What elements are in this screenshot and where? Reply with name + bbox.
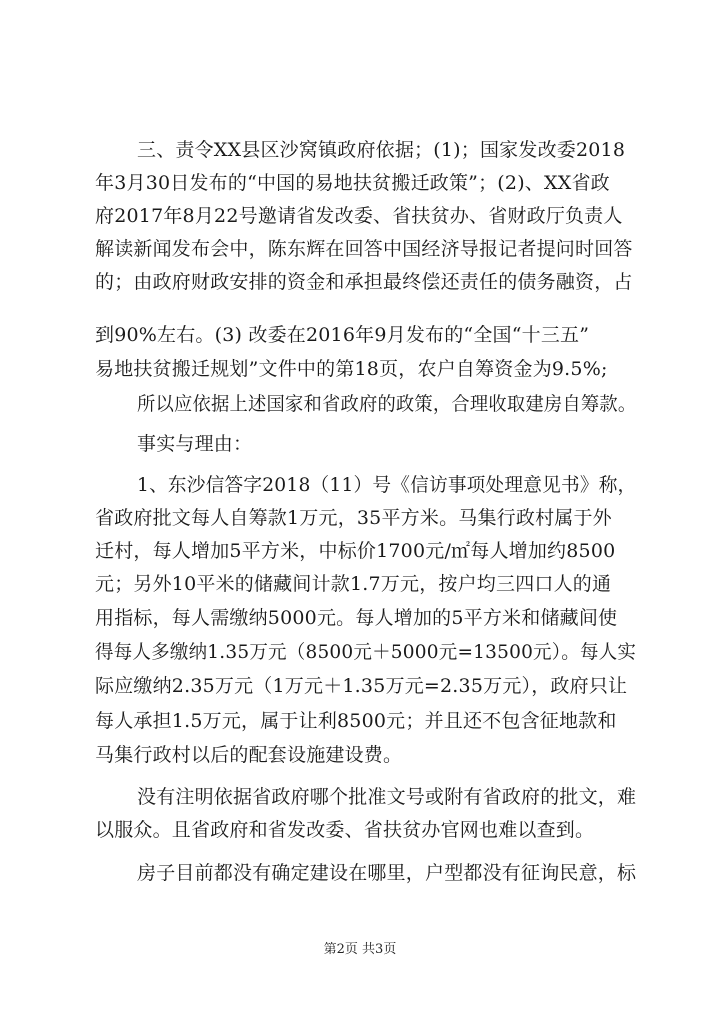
section-heading: 事实与理由： [137, 433, 253, 455]
text-line: 三、责令XX县区沙窝镇政府依据；(1)；国家发改委2018 [137, 139, 626, 161]
page-footer: 第2页 共3页 [323, 942, 397, 957]
text-line: 得每人多缴纳1.35万元（8500元＋5000元=13500元）。每人实 [95, 641, 637, 663]
text-line: 府2017年8月22号邀请省发改委、省扶贫办、省财政厅负责人 [95, 205, 623, 227]
text-line: 每人承担1.5万元，属于让利8500元；并且还不包含征地款和 [95, 710, 617, 732]
text-line: 易地扶贫搬迁规划”文件中的第18页，农户自筹资金为9.5%; [95, 358, 608, 380]
text-line: 解读新闻发布会中，陈东辉在回答中国经济导报记者提问时回答 [95, 238, 633, 260]
text-line: 际应缴纳2.35万元（1万元＋1.35万元=2.35万元），政府只让 [95, 675, 628, 697]
text-line: 以服众。且省政府和省发改委、省扶贫办官网也难以查到。 [95, 819, 595, 841]
text-line: 用指标，每人需缴纳5000元。每人增加的5平方米和储藏间使 [95, 607, 618, 629]
text-line: 元；另外10平米的储藏间计款1.7万元，按户均三四口人的通 [95, 573, 612, 595]
text-line: 1、东沙信答字2018（11）号《信访事项处理意见书》称， [137, 474, 637, 496]
text-line: 迁村，每人增加5平方米，中标价1700元/㎡每人增加约8500 [95, 540, 616, 562]
text-line: 的；由政府财政安排的资金和承担最终偿还责任的债务融资，占 [95, 271, 633, 293]
text-line: 没有注明依据省政府哪个批准文号或附有省政府的批文，难 [137, 786, 637, 808]
text-line: 到90%左右。(3) 改委在2016年9月发布的“全国“十三五” [95, 324, 590, 346]
text-line: 所以应依据上述国家和省政府的政策，合理收取建房自筹款。 [137, 393, 637, 415]
text-line: 房子目前都没有确定建设在哪里，户型都没有征询民意，标 [137, 862, 637, 884]
text-line: 省政府批文每人自筹款1万元，35平方米。马集行政村属于外 [95, 507, 612, 529]
text-line: 年3月30日发布的“中国的易地扶贫搬迁政策”；(2)、XX省政 [95, 172, 610, 194]
text-line: 马集行政村以后的配套设施建设费。 [95, 744, 403, 766]
